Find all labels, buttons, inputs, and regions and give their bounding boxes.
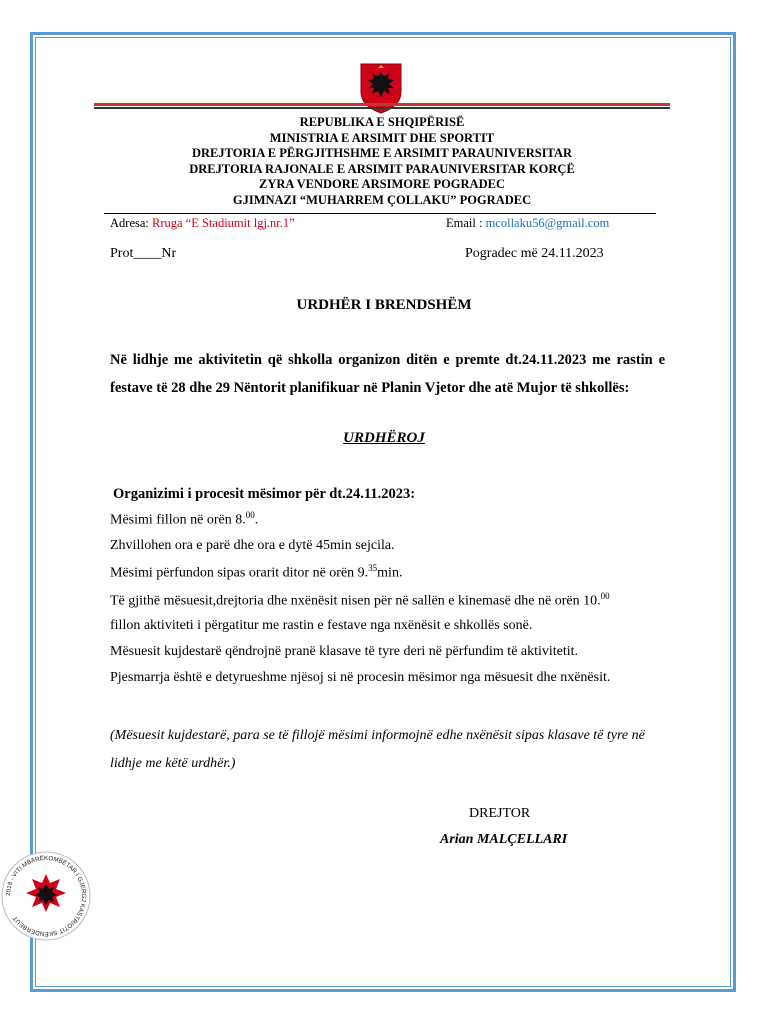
header-rule-dark xyxy=(94,107,670,109)
body-line-6: Mësuesit kujdestarë qëndrojnë pranë klasave të tyre deri në përfundim të aktivitetit. xyxy=(110,644,579,659)
line-text: Mësimi përfundon sipas orarit ditor në orën 9. xyxy=(110,565,369,581)
email-label: Email : xyxy=(446,216,483,230)
email xyxy=(446,216,609,231)
letterhead-line: ZYRA VENDORE ARSIMORE POGRADEC xyxy=(259,177,505,191)
email-link[interactable]: mcollaku56@gmail.com xyxy=(485,216,610,230)
intro-paragraph: Në lidhje me aktivitetin që shkolla organizon ditën e premte dt.24.11.2023 me rastin e festave të 28 dhe 29 Nëntorit planifikuar në Planin Vjetor dhe atë Mujor të shkollës: xyxy=(110,352,665,396)
section-title: Organizimi i procesit mësimor për dt.24.11.2023: xyxy=(113,486,416,502)
body-line-7: Pjesmarrja është e detyrueshme njësoj si në procesin mësimor nga mësuesit dhe nxënësit. xyxy=(110,670,611,685)
document-title: URDHËR I BRENDSHËM xyxy=(296,297,472,313)
document-date: Pogradec më 24.11.2023 xyxy=(465,246,604,261)
note-paragraph: (Mësuesit kujdestarë, para se të fillojë mësimi informojnë edhe nxënësit sipas klasave të tyre në lidhje me këtë urdhër.) xyxy=(110,728,645,771)
letterhead-line: MINISTRIA E ARSIMIT DHE SPORTIT xyxy=(269,130,495,145)
line-text: Mësimi fillon në orën 8. xyxy=(110,512,246,528)
protocol-number: Prot____Nr xyxy=(110,246,177,261)
body-line-4 xyxy=(110,591,610,610)
letterhead-line: DREJTORIA RAJONALE E ARSIMIT PARAUNIVERSITAR KORÇË xyxy=(189,161,575,176)
order-heading: URDHËROJ xyxy=(343,430,425,446)
signature-name: Arian MALÇELLARI xyxy=(440,832,568,847)
body-line-5: fillon aktiviteti i përgatitur me rastin e festave nga nxënësit e shkollës sonë. xyxy=(110,618,533,633)
letterhead-line: DREJTORIA E PËRGJITHSHME E ARSIMIT PARAUNIVERSITAR xyxy=(191,146,573,160)
body-line-2: Zhvillohen ora e parë dhe ora e dytë 45min sejcila. xyxy=(110,538,395,553)
line-superscript: 35 xyxy=(368,563,378,573)
address-rule xyxy=(104,213,656,214)
letterhead-line: REPUBLIKA E SHQIPËRISË xyxy=(299,115,465,129)
address-value: Rruga “E Stadiumit lgj.nr.1” xyxy=(152,216,295,230)
letterhead xyxy=(94,115,670,208)
body-line-1 xyxy=(110,510,258,529)
line-superscript: 00 xyxy=(600,591,610,601)
seal-text: 2018 - VITI MBARËKOMBËTAR I GJERGJ KASTRIOTIT SKËNDERBEUT xyxy=(4,854,88,938)
line-text: . xyxy=(254,512,259,528)
line-text: Të gjithë mësuesit,drejtoria dhe nxënësit nisen për në sallën e kinemasë dhe në orën 10. xyxy=(110,593,601,609)
anniversary-seal-icon xyxy=(0,850,92,942)
letterhead-line: GJIMNAZI “MUHARREM ÇOLLAKU” POGRADEC xyxy=(232,192,532,207)
body-line-3 xyxy=(110,563,402,582)
signature-role: DREJTOR xyxy=(469,806,531,821)
header-rule-red xyxy=(94,103,670,106)
line-text: min. xyxy=(377,565,403,581)
line-superscript: 00 xyxy=(245,510,255,520)
address-label: Adresa: xyxy=(110,216,149,230)
